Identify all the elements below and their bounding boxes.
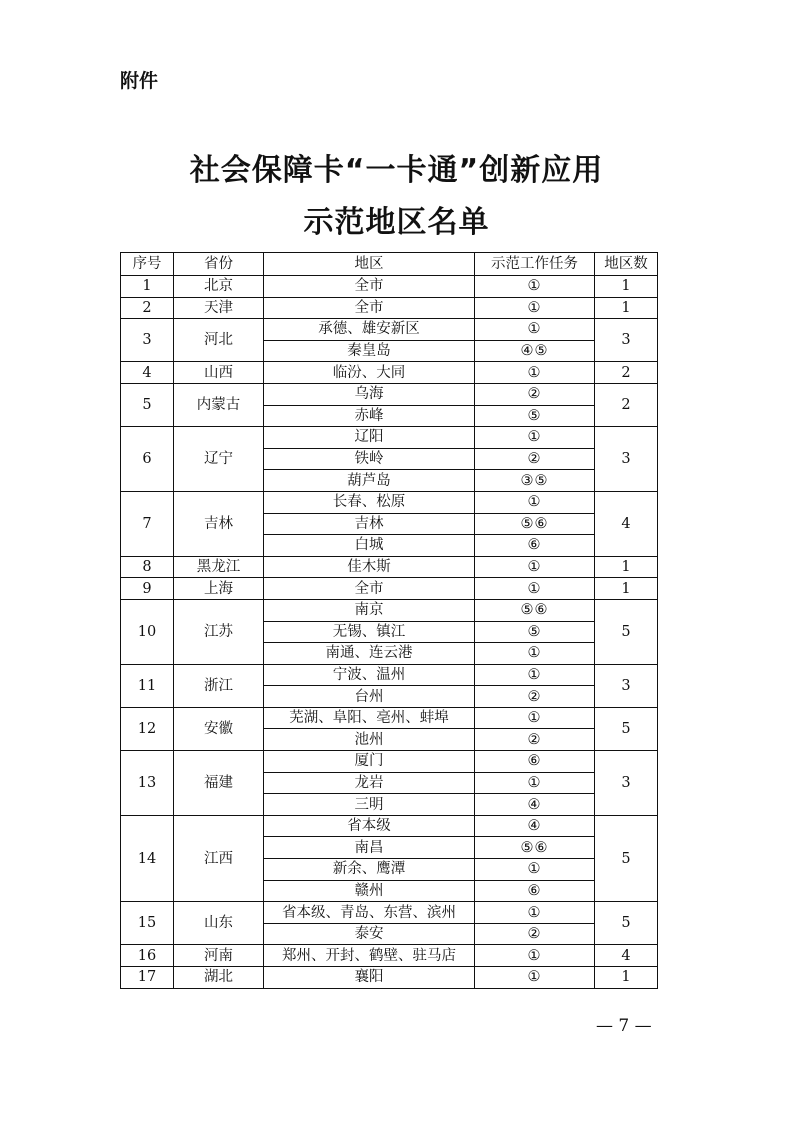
table-row [121, 276, 658, 298]
task-cell: ② [475, 729, 595, 751]
task-cell: ⑤ [475, 621, 595, 643]
region-cell: 无锡、镇江 [264, 621, 475, 643]
region-cell: 葫芦岛 [264, 470, 475, 492]
province-cell: 江苏 [174, 599, 264, 664]
region-count-cell: 5 [595, 599, 658, 664]
table-row [121, 362, 658, 384]
page-number: — 7 — [596, 1016, 652, 1036]
serial-cell: 7 [121, 491, 174, 556]
task-cell: ② [475, 448, 595, 470]
table-row [121, 945, 658, 967]
task-cell: ① [475, 664, 595, 686]
task-cell: ① [475, 427, 595, 449]
table-row [121, 578, 658, 600]
table-row [121, 297, 658, 319]
task-cell: ① [475, 945, 595, 967]
task-cell: ④⑤ [475, 340, 595, 362]
province-cell: 黑龙江 [174, 556, 264, 578]
region-cell: 南京 [264, 599, 475, 621]
table-row [121, 707, 658, 729]
task-cell: ② [475, 686, 595, 708]
region-count-cell: 4 [595, 491, 658, 556]
table-row [121, 599, 658, 621]
table-row [121, 664, 658, 686]
serial-cell: 3 [121, 319, 174, 362]
header-region-count: 地区数 [595, 253, 658, 276]
header-task: 示范工作任务 [475, 253, 595, 276]
region-cell: 池州 [264, 729, 475, 751]
province-cell: 河南 [174, 945, 264, 967]
region-count-cell: 5 [595, 815, 658, 901]
task-cell: ④ [475, 794, 595, 816]
task-cell: ⑤ [475, 405, 595, 427]
serial-cell: 14 [121, 815, 174, 901]
province-cell: 山东 [174, 902, 264, 945]
table-row [121, 556, 658, 578]
region-cell: 秦皇岛 [264, 340, 475, 362]
serial-cell: 4 [121, 362, 174, 384]
region-cell: 赤峰 [264, 405, 475, 427]
region-cell: 南通、连云港 [264, 643, 475, 665]
serial-cell: 13 [121, 751, 174, 816]
province-cell: 江西 [174, 815, 264, 901]
region-count-cell: 3 [595, 319, 658, 362]
header-region: 地区 [264, 253, 475, 276]
task-cell: ① [475, 707, 595, 729]
region-count-cell: 2 [595, 362, 658, 384]
region-cell: 乌海 [264, 383, 475, 405]
region-cell: 承德、雄安新区 [264, 319, 475, 341]
task-cell: ② [475, 383, 595, 405]
region-cell: 辽阳 [264, 427, 475, 449]
province-cell: 吉林 [174, 491, 264, 556]
table-row [121, 751, 658, 773]
serial-cell: 6 [121, 427, 174, 492]
region-cell: 佳木斯 [264, 556, 475, 578]
serial-cell: 16 [121, 945, 174, 967]
region-count-cell: 2 [595, 383, 658, 426]
region-count-cell: 3 [595, 751, 658, 816]
region-count-cell: 1 [595, 967, 658, 989]
serial-cell: 5 [121, 383, 174, 426]
province-cell: 安徽 [174, 707, 264, 750]
attachment-label: 附件 [120, 70, 159, 92]
region-cell: 台州 [264, 686, 475, 708]
table-row [121, 427, 658, 449]
header-serial: 序号 [121, 253, 174, 276]
region-cell: 三明 [264, 794, 475, 816]
serial-cell: 8 [121, 556, 174, 578]
task-cell: ① [475, 643, 595, 665]
table-row [121, 967, 658, 989]
task-cell: ① [475, 967, 595, 989]
task-cell: ① [475, 491, 595, 513]
region-cell: 省本级、青岛、东营、滨州 [264, 902, 475, 924]
table-body [121, 276, 658, 989]
serial-cell: 1 [121, 276, 174, 298]
task-cell: ① [475, 772, 595, 794]
task-cell: ② [475, 923, 595, 945]
region-cell: 临汾、大同 [264, 362, 475, 384]
serial-cell: 12 [121, 707, 174, 750]
province-cell: 山西 [174, 362, 264, 384]
serial-cell: 10 [121, 599, 174, 664]
task-cell: ① [475, 556, 595, 578]
table-header-row [121, 253, 658, 276]
task-cell: ① [475, 902, 595, 924]
serial-cell: 17 [121, 967, 174, 989]
table-row [121, 902, 658, 924]
header-province: 省份 [174, 253, 264, 276]
task-cell: ① [475, 276, 595, 298]
table-row [121, 815, 658, 837]
region-cell: 长春、松原 [264, 491, 475, 513]
region-cell: 龙岩 [264, 772, 475, 794]
document-title-line-1: 社会保障卡“一卡通”创新应用 [189, 153, 604, 188]
task-cell: ⑤⑥ [475, 837, 595, 859]
task-cell: ⑤⑥ [475, 513, 595, 535]
region-cell: 吉林 [264, 513, 475, 535]
province-cell: 湖北 [174, 967, 264, 989]
table-row [121, 319, 658, 341]
region-cell: 泰安 [264, 923, 475, 945]
document-title-line-2: 示范地区名单 [303, 205, 490, 240]
province-cell: 天津 [174, 297, 264, 319]
province-cell: 北京 [174, 276, 264, 298]
region-cell: 南昌 [264, 837, 475, 859]
region-count-cell: 5 [595, 902, 658, 945]
serial-cell: 11 [121, 664, 174, 707]
region-count-cell: 5 [595, 707, 658, 750]
region-cell: 新余、鹰潭 [264, 859, 475, 881]
region-count-cell: 1 [595, 578, 658, 600]
task-cell: ⑤⑥ [475, 599, 595, 621]
region-count-cell: 1 [595, 556, 658, 578]
region-cell: 赣州 [264, 880, 475, 902]
region-cell: 全市 [264, 297, 475, 319]
region-cell: 省本级 [264, 815, 475, 837]
region-count-cell: 1 [595, 276, 658, 298]
province-cell: 河北 [174, 319, 264, 362]
task-cell: ① [475, 362, 595, 384]
region-cell: 铁岭 [264, 448, 475, 470]
region-cell: 宁波、温州 [264, 664, 475, 686]
serial-cell: 15 [121, 902, 174, 945]
region-cell: 郑州、开封、鹤壁、驻马店 [264, 945, 475, 967]
task-cell: ⑥ [475, 535, 595, 557]
region-count-cell: 4 [595, 945, 658, 967]
province-cell: 福建 [174, 751, 264, 816]
region-cell: 芜湖、阜阳、亳州、蚌埠 [264, 707, 475, 729]
serial-cell: 2 [121, 297, 174, 319]
region-cell: 白城 [264, 535, 475, 557]
task-cell: ⑥ [475, 880, 595, 902]
task-cell: ⑥ [475, 751, 595, 773]
task-cell: ④ [475, 815, 595, 837]
province-cell: 内蒙古 [174, 383, 264, 426]
province-cell: 辽宁 [174, 427, 264, 492]
region-count-cell: 3 [595, 427, 658, 492]
region-cell: 全市 [264, 578, 475, 600]
task-cell: ① [475, 578, 595, 600]
task-cell: ① [475, 297, 595, 319]
province-cell: 浙江 [174, 664, 264, 707]
task-cell: ③⑤ [475, 470, 595, 492]
province-cell: 上海 [174, 578, 264, 600]
table-row [121, 491, 658, 513]
demonstration-region-table [120, 252, 658, 989]
region-count-cell: 1 [595, 297, 658, 319]
region-cell: 厦门 [264, 751, 475, 773]
serial-cell: 9 [121, 578, 174, 600]
table-row [121, 383, 658, 405]
region-count-cell: 3 [595, 664, 658, 707]
task-cell: ① [475, 859, 595, 881]
region-cell: 襄阳 [264, 967, 475, 989]
region-cell: 全市 [264, 276, 475, 298]
task-cell: ① [475, 319, 595, 341]
